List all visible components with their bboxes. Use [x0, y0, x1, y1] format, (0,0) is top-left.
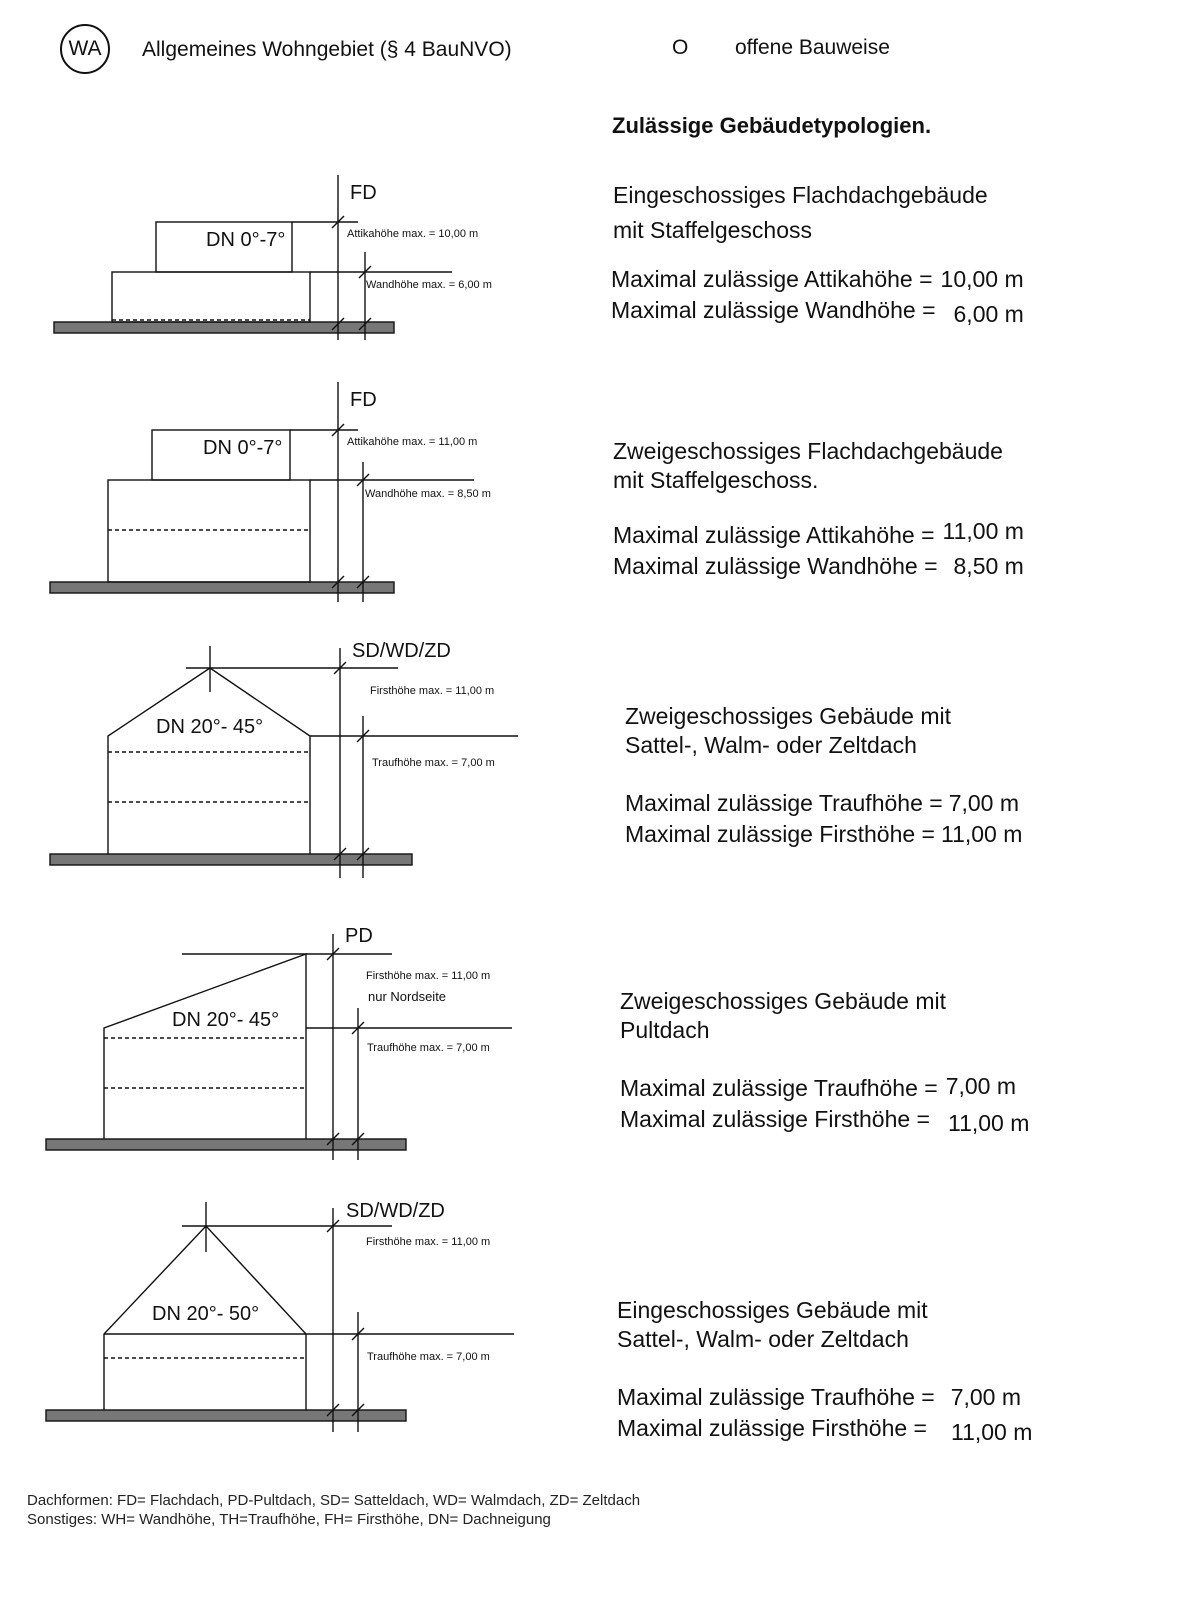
wand-label-1: Wandhöhe max. = 6,00 m	[366, 279, 492, 291]
dn-label-3: DN 20°- 45°	[156, 716, 264, 738]
spec-value: 6,00 m	[953, 301, 1024, 327]
type-2-description	[613, 437, 1003, 495]
gable-house	[108, 668, 310, 854]
o-description: offene Bauweise	[735, 36, 890, 59]
spec-label: Maximal zulässige Attikahöhe =	[613, 522, 935, 548]
type-3-desc-line-1: Zweigeschossiges Gebäude mit	[625, 703, 951, 729]
footer-other: Sonstiges: WH= Wandhöhe, TH=Traufhöhe, FH= Firsthöhe, DN= Dachneigung	[27, 1511, 551, 1528]
first-label-4: Firsthöhe max. = 11,00 m	[366, 970, 491, 982]
type-3-specs	[625, 788, 1022, 850]
type-2-spec-attika	[613, 520, 1024, 551]
type-2-spec-wand	[613, 551, 1024, 582]
type-4-specs	[620, 1073, 1029, 1139]
wand-label-2: Wandhöhe max. = 8,50 m	[365, 488, 491, 500]
spec-value: 7,00 m	[948, 790, 1020, 816]
type-4-desc-line-2: Pultdach	[620, 1017, 710, 1043]
first-label-3: Firsthöhe max. = 11,00 m	[370, 685, 495, 697]
type-4-spec-first	[620, 1104, 1029, 1139]
spec-label: Maximal zulässige Wandhöhe =	[611, 297, 936, 323]
spec-value: 11,00 m	[950, 1419, 1033, 1445]
spec-value: 7,00 m	[950, 1384, 1022, 1410]
spec-label: Maximal zulässige Firsthöhe =	[617, 1415, 927, 1441]
spec-value: 11,00 m	[940, 821, 1023, 847]
roof-code-1: FD	[350, 182, 377, 204]
type-1-spec-attika	[611, 264, 1024, 295]
roof-code-5: SD/WD/ZD	[346, 1200, 445, 1222]
o-symbol: O	[672, 36, 689, 59]
type-5-spec-first	[617, 1413, 1032, 1448]
type-5-description	[617, 1296, 928, 1354]
dn-label-1: DN 0°-7°	[206, 229, 286, 251]
section-title: Zulässige Gebäudetypologien.	[612, 113, 932, 138]
spec-label: Maximal zulässige Traufhöhe =	[625, 790, 943, 816]
dn-label-5: DN 20°- 50°	[152, 1303, 260, 1325]
spec-label: Maximal zulässige Wandhöhe =	[613, 553, 938, 579]
spec-label: Maximal zulässige Traufhöhe =	[617, 1384, 935, 1410]
spec-label: Maximal zulässige Firsthöhe =	[625, 821, 935, 847]
spec-value: 11,00 m	[947, 1110, 1030, 1136]
ground-slab	[54, 322, 394, 333]
trauf-label-3: Traufhöhe max. = 7,00 m	[372, 757, 495, 769]
attika-label-2: Attikahöhe max. = 11,00 m	[347, 436, 478, 448]
diagram-1	[54, 175, 452, 340]
type-4-desc-line-1: Zweigeschossiges Gebäude mit	[620, 988, 946, 1014]
spec-value: 11,00 m	[942, 518, 1024, 544]
type-2-specs	[613, 520, 1024, 582]
type-4-spec-trauf	[620, 1073, 1029, 1104]
dn-label-4: DN 20°- 45°	[172, 1009, 280, 1031]
type-3-description	[625, 702, 951, 760]
ground-floor-block	[112, 272, 310, 322]
dn-label-2: DN 0°-7°	[203, 437, 283, 459]
trauf-label-4: Traufhöhe max. = 7,00 m	[367, 1042, 490, 1054]
type-1-desc-line-2: mit Staffelgeschoss	[613, 217, 813, 243]
spec-value: 8,50 m	[953, 553, 1024, 579]
type-1-description	[613, 181, 988, 245]
spec-value: 10,00 m	[940, 266, 1024, 292]
footer-legend	[27, 1491, 640, 1529]
attika-label-1: Attikahöhe max. = 10,00 m	[347, 228, 479, 240]
type-5-desc-line-2: Sattel-, Walm- oder Zeltdach	[617, 1326, 909, 1352]
footer-roof-forms: Dachformen: FD= Flachdach, PD-Pultdach, SD= Satteldach, WD= Walmdach, ZD= Zeltdach	[27, 1492, 641, 1509]
type-5-spec-trauf	[617, 1382, 1032, 1413]
mono-pitch-house	[104, 954, 306, 1139]
spec-value: 7,00 m	[945, 1073, 1017, 1099]
type-2-desc-line-1: Zweigeschossiges Flachdachgebäude	[613, 438, 1003, 464]
type-1-spec-wand	[611, 295, 1024, 330]
type-3-spec-first	[625, 819, 1022, 850]
spec-label: Maximal zulässige Attikahöhe =	[611, 266, 933, 292]
type-4-description	[620, 987, 946, 1045]
nordseite-label-4: nur Nordseite	[368, 989, 447, 1004]
wa-description: Allgemeines Wohngebiet (§ 4 BauNVO)	[142, 38, 512, 61]
main-block	[108, 480, 310, 582]
ground-slab	[50, 582, 394, 593]
spec-label: Maximal zulässige Traufhöhe =	[620, 1075, 938, 1101]
type-1-specs	[611, 264, 1024, 330]
spec-label: Maximal zulässige Firsthöhe =	[620, 1106, 930, 1132]
type-5-desc-line-1: Eingeschossiges Gebäude mit	[617, 1297, 928, 1323]
type-2-desc-line-2: mit Staffelgeschoss.	[613, 467, 819, 493]
type-3-desc-line-2: Sattel-, Walm- oder Zeltdach	[625, 732, 917, 758]
first-label-5: Firsthöhe max. = 11,00 m	[366, 1236, 491, 1248]
wa-badge-text: WA	[68, 37, 102, 60]
type-1-desc-line-1: Eingeschossiges Flachdachgebäude	[613, 182, 988, 208]
type-3-spec-trauf	[625, 788, 1022, 819]
roof-code-2: FD	[350, 389, 377, 411]
roof-code-3: SD/WD/ZD	[352, 640, 451, 662]
trauf-label-5: Traufhöhe max. = 7,00 m	[367, 1351, 490, 1363]
roof-code-4: PD	[345, 925, 373, 947]
type-5-specs	[617, 1382, 1032, 1448]
